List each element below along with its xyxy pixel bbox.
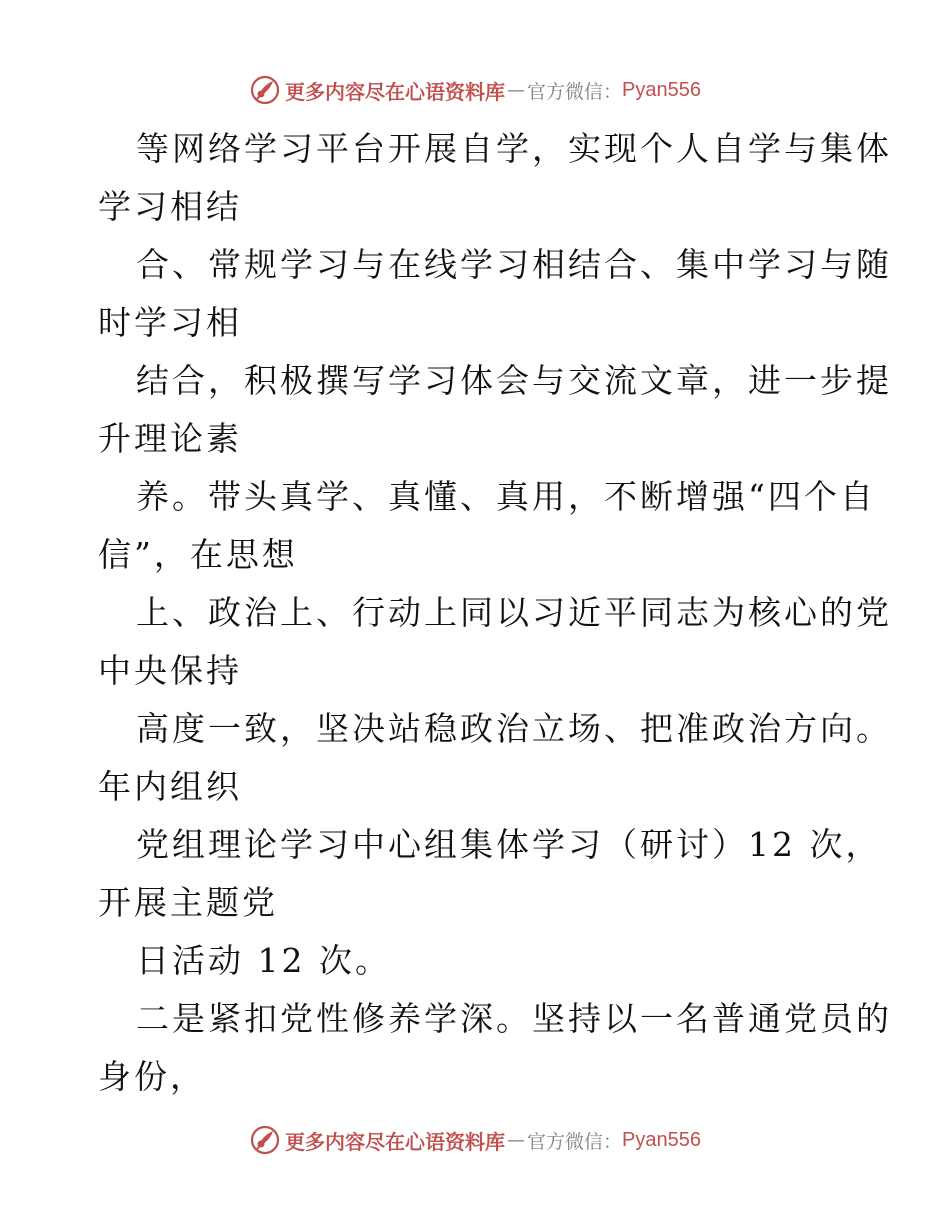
body-line: 等网络学习平台开展自学，实现个人自学与集体: [136, 129, 892, 168]
body-line: 学习相结: [98, 187, 242, 226]
body-line: 合、常规学习与在线学习相结合、集中学习与随: [136, 245, 892, 284]
body-line: 时学习相: [98, 303, 242, 342]
header-banner: [0, 70, 950, 110]
body-line: 升理论素: [98, 419, 242, 458]
body-line: 结合，积极撰写学习体会与交流文章，进一步提: [136, 361, 892, 400]
body-line: 信”，在思想: [98, 535, 298, 574]
header-dash: —: [507, 79, 525, 101]
body-line: 上、政治上、行动上同以习近平同志为核心的党: [136, 593, 892, 632]
red-quill-logo-icon: [249, 1124, 281, 1156]
footer-banner: [0, 1120, 950, 1160]
header-wechat-label: 官方微信：: [527, 80, 623, 103]
body-line: 身份，: [98, 1057, 206, 1096]
body-line: 日活动 12 次。: [136, 941, 391, 980]
header-brand-text: 更多内容尽在心语资料库: [285, 79, 505, 104]
body-line: 党组理论学习中心组集体学习（研讨）12 次，: [136, 825, 882, 864]
body-line: 年内组织: [98, 767, 242, 806]
footer-dash: —: [507, 1129, 525, 1151]
body-line: 中央保持: [98, 651, 242, 690]
body-line: 高度一致，坚决站稳政治立场、把准政治方向。: [136, 709, 892, 748]
body-line: 养。带头真学、真懂、真用，不断增强“四个自: [136, 477, 876, 516]
footer-wechat-id: Pyan556: [622, 1128, 701, 1151]
header-wechat-id: Pyan556: [622, 78, 701, 101]
body-line: 二是紧扣党性修养学深。坚持以一名普通党员的: [136, 999, 892, 1038]
document-body: [98, 120, 892, 1106]
body-line: 开展主题党: [98, 883, 278, 922]
footer-brand-text: 更多内容尽在心语资料库: [285, 1129, 505, 1154]
footer-wechat-label: 官方微信：: [527, 1130, 623, 1153]
red-quill-logo-icon: [249, 74, 281, 106]
